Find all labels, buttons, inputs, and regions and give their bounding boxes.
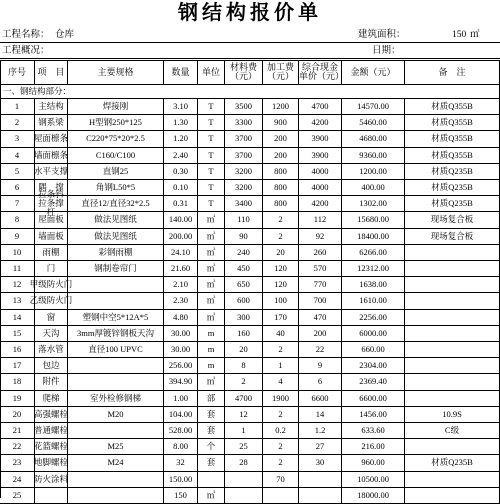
amount[interactable]: 6266.00 (342, 245, 405, 261)
material-cost[interactable]: 3700 (225, 148, 263, 164)
quantity[interactable]: 104.00 (164, 407, 198, 423)
processing-cost[interactable]: 800 (263, 164, 299, 180)
remark: 材质Q355B (405, 115, 500, 131)
material-cost[interactable]: 2 (225, 374, 263, 390)
area-unit: ㎡ (470, 30, 480, 40)
unit-price[interactable]: 700 (299, 293, 342, 309)
processing-cost[interactable]: 2 (263, 439, 299, 455)
unit-price[interactable]: 9 (299, 358, 342, 374)
row-number: 17 (0, 358, 35, 374)
quantity[interactable]: 30.00 (164, 342, 198, 358)
remark: 材质Q355B (405, 99, 500, 115)
processing-cost[interactable]: 2 (263, 342, 299, 358)
quantity[interactable]: 24.10 (164, 245, 198, 261)
processing-cost[interactable]: 0.2 (263, 423, 299, 439)
remark (405, 261, 500, 277)
amount[interactable]: 2256.00 (342, 310, 405, 326)
amount[interactable]: 400.00 (342, 180, 405, 196)
item-name: 甲级防火门 (35, 277, 68, 293)
row-number: 4 (0, 148, 35, 164)
quantity[interactable]: 150 (164, 488, 198, 504)
quantity[interactable]: 0.10 (164, 180, 198, 196)
remark (405, 391, 500, 407)
unit-price[interactable]: 22 (299, 342, 342, 358)
unit[interactable]: T (198, 131, 225, 147)
item-name: 钢系梁 (35, 115, 68, 131)
material-cost[interactable]: 3300 (225, 115, 263, 131)
processing-cost[interactable]: 1 (263, 358, 299, 374)
row-number: 22 (0, 439, 35, 455)
unit-price[interactable]: 112 (299, 212, 342, 228)
remark: 现场复合板 (405, 212, 500, 228)
row-number: 12 (0, 277, 35, 293)
material-cost[interactable]: 600 (225, 293, 263, 309)
column-header: 单位 (198, 60, 225, 85)
processing-cost[interactable]: 70 (263, 472, 299, 488)
spec: M20 (68, 407, 164, 423)
unit-price[interactable]: 4200 (299, 196, 342, 212)
quantity[interactable]: 2.10 (164, 277, 198, 293)
processing-cost[interactable]: 40 (263, 326, 299, 342)
quantity[interactable]: 0.31 (164, 196, 198, 212)
row-number: 23 (0, 455, 35, 471)
item-name: 普通螺栓 (35, 423, 68, 439)
row-number: 18 (0, 374, 35, 390)
row-number: 3 (0, 131, 35, 147)
remark (405, 326, 500, 342)
quantity[interactable]: 8.00 (164, 439, 198, 455)
column-header: 数量 (164, 60, 198, 85)
remark: 材质Q355B (405, 131, 500, 147)
overview-label: 工程概况： (2, 46, 50, 56)
material-cost[interactable]: 240 (225, 245, 263, 261)
section-label: 一、钢结构部分： (0, 85, 500, 99)
amount[interactable]: 14570.00 (342, 99, 405, 115)
item-name: 门 (35, 261, 68, 277)
processing-cost[interactable]: 4 (263, 374, 299, 390)
row-number: 2 (0, 115, 35, 131)
row-number: 14 (0, 310, 35, 326)
item-name: 屋面檩条 (35, 131, 68, 147)
remark (405, 488, 500, 504)
remark (405, 342, 500, 358)
processing-cost[interactable]: 800 (263, 180, 299, 196)
spec: 3mm厚镀锌钢板天沟 (68, 326, 164, 342)
spec (68, 293, 164, 309)
amount[interactable]: 1638.00 (342, 277, 405, 293)
unit-price[interactable]: 6600 (299, 391, 342, 407)
remark (405, 245, 500, 261)
unit-price[interactable]: 4000 (299, 180, 342, 196)
amount[interactable]: 18400.00 (342, 229, 405, 245)
quantity[interactable]: 1.30 (164, 115, 198, 131)
item-name: 拉条斜拉条撑杆 (35, 196, 68, 212)
column-header: 主要规格 (68, 60, 164, 85)
unit[interactable]: ㎡ (198, 277, 225, 293)
unit[interactable]: 套 (198, 407, 225, 423)
item-name: 爬梯 (35, 391, 68, 407)
unit-price[interactable]: 570 (299, 261, 342, 277)
project-name-label: 工程名称： (2, 30, 50, 40)
unit-price[interactable]: 6 (299, 374, 342, 390)
amount[interactable]: 6000.00 (342, 326, 405, 342)
remark: 材质Q235B (405, 455, 500, 471)
quantity[interactable]: 150.00 (164, 472, 198, 488)
amount[interactable]: 1200.00 (342, 164, 405, 180)
unit-price[interactable]: 770 (299, 277, 342, 293)
item-name: 墙面板 (35, 229, 68, 245)
unit[interactable]: ㎡ (198, 229, 225, 245)
remark (405, 358, 500, 374)
item-name: 防火涂料 (35, 472, 68, 488)
amount[interactable]: 1302.00 (342, 196, 405, 212)
remark (405, 293, 500, 309)
date-label: 日期： (372, 46, 401, 56)
unit[interactable]: T (198, 164, 225, 180)
unit[interactable]: T (198, 99, 225, 115)
spec: 彩钢雨棚 (68, 245, 164, 261)
amount[interactable]: 2369.40 (342, 374, 405, 390)
material-cost[interactable]: 450 (225, 261, 263, 277)
remark (405, 439, 500, 455)
unit[interactable] (198, 472, 225, 488)
unit[interactable]: m (198, 358, 225, 374)
processing-cost[interactable]: 200 (263, 148, 299, 164)
unit-price[interactable]: 1.2 (299, 423, 342, 439)
amount[interactable]: 18000.00 (342, 488, 405, 504)
spec: 钢制卷帘门 (68, 261, 164, 277)
amount[interactable]: 6600.00 (342, 391, 405, 407)
column-header: 序号 (0, 60, 35, 85)
unit[interactable]: ㎡ (198, 293, 225, 309)
item-name: 屋面板 (35, 212, 68, 228)
quantity[interactable]: 2.30 (164, 293, 198, 309)
unit-price[interactable] (299, 488, 342, 504)
unit[interactable]: 套 (198, 423, 225, 439)
unit[interactable]: ㎡ (198, 488, 225, 504)
amount[interactable]: 4680.00 (342, 131, 405, 147)
material-cost[interactable] (225, 488, 263, 504)
processing-cost[interactable]: 2 (263, 212, 299, 228)
quantity[interactable]: 394.90 (164, 374, 198, 390)
project-name-value[interactable]: 仓库 (55, 30, 75, 40)
spec (68, 423, 164, 439)
spec (68, 374, 164, 390)
amount[interactable]: 216.00 (342, 439, 405, 455)
unit[interactable]: ㎡ (198, 212, 225, 228)
spec: C220*75*20*2.5 (68, 131, 164, 147)
row-number: 8 (0, 212, 35, 228)
spec (68, 277, 164, 293)
processing-cost[interactable]: 900 (263, 115, 299, 131)
spec: 焊接刚 (68, 99, 164, 115)
processing-cost[interactable]: 2 (263, 455, 299, 471)
material-cost[interactable]: 650 (225, 277, 263, 293)
item-name: 主结构 (35, 99, 68, 115)
quantity[interactable]: 256.00 (164, 358, 198, 374)
remark (405, 472, 500, 488)
processing-cost[interactable]: 170 (263, 310, 299, 326)
unit-price[interactable]: 92 (299, 229, 342, 245)
unit[interactable]: ㎡ (198, 245, 225, 261)
material-cost[interactable]: 3700 (225, 131, 263, 147)
material-cost[interactable]: 1 (225, 423, 263, 439)
remark: 材质Q235B (405, 196, 500, 212)
item-name: 包边 (35, 358, 68, 374)
row-number: 1 (0, 99, 35, 115)
unit[interactable]: T (198, 115, 225, 131)
spec (68, 358, 164, 374)
amount[interactable]: 5460.00 (342, 115, 405, 131)
column-header: 备 注 (405, 60, 500, 85)
amount[interactable]: 9360.00 (342, 148, 405, 164)
row-number: 6 (0, 180, 35, 196)
unit[interactable]: 部 (198, 391, 225, 407)
area-value[interactable]: 150 (452, 30, 467, 40)
unit-price[interactable]: 470 (299, 310, 342, 326)
area-label: 建筑面积： (358, 30, 406, 40)
processing-cost[interactable]: 20 (263, 245, 299, 261)
item-name: 落水管 (35, 342, 68, 358)
spec (68, 472, 164, 488)
processing-cost[interactable]: 100 (263, 293, 299, 309)
unit-price[interactable]: 4000 (299, 164, 342, 180)
remark: 材质Q235B (405, 164, 500, 180)
quantity[interactable]: 1.00 (164, 391, 198, 407)
processing-cost[interactable]: 120 (263, 261, 299, 277)
amount[interactable]: 12312.00 (342, 261, 405, 277)
quantity[interactable]: 1.20 (164, 131, 198, 147)
quantity[interactable]: 200.00 (164, 229, 198, 245)
remark: C级 (405, 423, 500, 439)
unit[interactable]: ㎡ (198, 374, 225, 390)
quantity[interactable]: 2.40 (164, 148, 198, 164)
processing-cost[interactable]: 1900 (263, 391, 299, 407)
quantity[interactable]: 21.60 (164, 261, 198, 277)
material-cost[interactable]: 300 (225, 310, 263, 326)
spec: 直钢25 (68, 164, 164, 180)
material-cost[interactable]: 3200 (225, 180, 263, 196)
column-header: 项 目 (35, 60, 68, 85)
spec: 做法见图纸 (68, 212, 164, 228)
quantity[interactable]: 4.80 (164, 310, 198, 326)
unit[interactable]: m (198, 326, 225, 342)
amount[interactable]: 15680.00 (342, 212, 405, 228)
row-number: 16 (0, 342, 35, 358)
row-number: 5 (0, 164, 35, 180)
unit-price[interactable]: 3900 (299, 131, 342, 147)
item-name: 雨棚 (35, 245, 68, 261)
spec: M25 (68, 439, 164, 455)
column-header: 金额（元） (342, 60, 405, 85)
material-cost[interactable]: 28 (225, 455, 263, 471)
unit-price[interactable]: 4700 (299, 99, 342, 115)
remark: 10.9S (405, 407, 500, 423)
remark (405, 277, 500, 293)
spec: H型钢250*125 (68, 115, 164, 131)
unit[interactable]: m (198, 342, 225, 358)
quantity[interactable]: 0.30 (164, 164, 198, 180)
amount[interactable]: 960.00 (342, 455, 405, 471)
item-name: 乙级防火门 (35, 293, 68, 309)
item-name: 附件 (35, 374, 68, 390)
material-cost[interactable]: 3500 (225, 99, 263, 115)
row-number: 10 (0, 245, 35, 261)
quantity[interactable]: 3.10 (164, 99, 198, 115)
unit-price[interactable]: 4200 (299, 115, 342, 131)
material-cost[interactable]: 3400 (225, 196, 263, 212)
spec: C160/C100 (68, 148, 164, 164)
unit-price[interactable]: 260 (299, 245, 342, 261)
spec: 塑钢中空5*12A*5 (68, 310, 164, 326)
material-cost[interactable]: 8 (225, 358, 263, 374)
unit[interactable]: T (198, 180, 225, 196)
column-header: 综合现金单价（元） (299, 60, 342, 85)
row-number: 11 (0, 261, 35, 277)
unit-price[interactable] (299, 472, 342, 488)
unit-price[interactable]: 30 (299, 455, 342, 471)
item-name: 高强螺栓 (35, 407, 68, 423)
amount[interactable]: 1456.00 (342, 407, 405, 423)
quantity[interactable]: 32 (164, 455, 198, 471)
processing-cost[interactable]: 2 (263, 407, 299, 423)
spec: 室外检修钢梯 (68, 391, 164, 407)
spec: 直径100 UPVC (68, 342, 164, 358)
remark (405, 310, 500, 326)
material-cost[interactable] (225, 472, 263, 488)
item-name: 隅 撑 (35, 180, 68, 196)
unit[interactable]: ㎡ (198, 261, 225, 277)
material-cost[interactable]: 12 (225, 407, 263, 423)
item-name: 墙面檩条 (35, 148, 68, 164)
unit[interactable]: T (198, 196, 225, 212)
column-header: 加工费（元） (263, 60, 299, 85)
unit[interactable]: ㎡ (198, 310, 225, 326)
unit-price[interactable]: 200 (299, 326, 342, 342)
remark: 材质Q355B (405, 148, 500, 164)
remark: 现场复合板 (405, 229, 500, 245)
material-cost[interactable]: 3200 (225, 164, 263, 180)
unit[interactable]: 个 (198, 439, 225, 455)
row-number: 9 (0, 229, 35, 245)
info-row-1 (0, 27, 500, 43)
material-cost[interactable]: 110 (225, 212, 263, 228)
amount[interactable]: 633.60 (342, 423, 405, 439)
processing-cost[interactable] (263, 488, 299, 504)
quantity[interactable]: 528.00 (164, 423, 198, 439)
item-name: 窗 (35, 310, 68, 326)
processing-cost[interactable]: 120 (263, 277, 299, 293)
processing-cost[interactable]: 200 (263, 131, 299, 147)
row-number: 13 (0, 293, 35, 309)
item-name (35, 488, 68, 504)
processing-cost[interactable]: 800 (263, 196, 299, 212)
material-cost[interactable]: 20 (225, 342, 263, 358)
material-cost[interactable]: 90 (225, 229, 263, 245)
info-row-2 (0, 43, 500, 59)
material-cost[interactable]: 4700 (225, 391, 263, 407)
remark: 材质Q235B (405, 180, 500, 196)
row-number: 15 (0, 326, 35, 342)
amount[interactable]: 2304.00 (342, 358, 405, 374)
unit-price[interactable]: 27 (299, 439, 342, 455)
column-header: 材料费（元） (225, 60, 263, 85)
item-name: 花篮螺栓 (35, 439, 68, 455)
row-number: 20 (0, 407, 35, 423)
row-number: 24 (0, 472, 35, 488)
amount[interactable]: 1610.00 (342, 293, 405, 309)
row-number: 25 (0, 488, 35, 504)
unit-price[interactable]: 14 (299, 407, 342, 423)
material-cost[interactable]: 25 (225, 439, 263, 455)
spec: 做法见图纸 (68, 229, 164, 245)
processing-cost[interactable]: 2 (263, 229, 299, 245)
quantity[interactable]: 140.00 (164, 212, 198, 228)
spec: 角钢L50*5 (68, 180, 164, 196)
row-number: 7 (0, 196, 35, 212)
unit-price[interactable]: 3900 (299, 148, 342, 164)
material-cost[interactable]: 160 (225, 326, 263, 342)
item-name: 水平支撑 (35, 164, 68, 180)
processing-cost[interactable]: 1200 (263, 99, 299, 115)
amount[interactable]: 660.00 (342, 342, 405, 358)
unit[interactable]: T (198, 148, 225, 164)
remark (405, 374, 500, 390)
spec: M24 (68, 455, 164, 471)
quantity[interactable]: 30.00 (164, 326, 198, 342)
sheet-title: 钢结构报价单 (178, 2, 322, 24)
row-number: 19 (0, 391, 35, 407)
amount[interactable]: 10500.00 (342, 472, 405, 488)
spec: 直径12/直径32*2.5 (68, 196, 164, 212)
item-name: 天沟 (35, 326, 68, 342)
row-number: 21 (0, 423, 35, 439)
item-name: 地脚螺栓 (35, 455, 68, 471)
unit[interactable]: 套 (198, 455, 225, 471)
spec (68, 488, 164, 504)
